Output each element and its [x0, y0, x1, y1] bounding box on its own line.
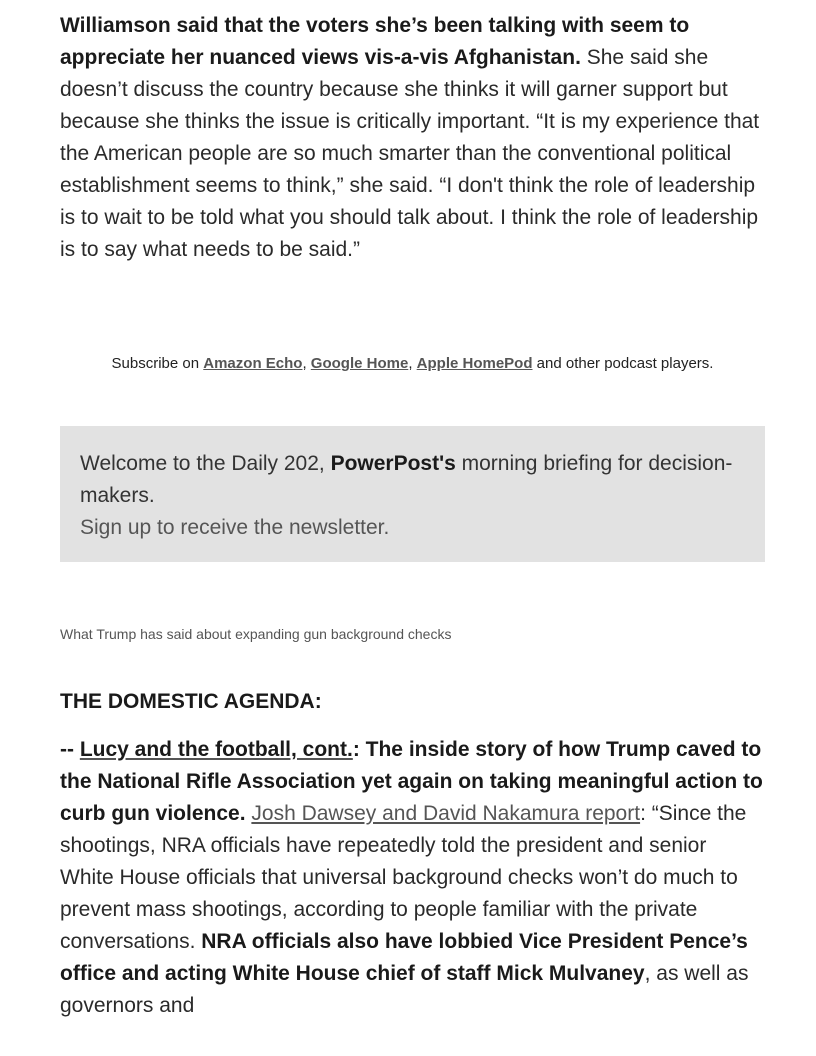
newsletter-signup-link[interactable]: Sign up to receive the newsletter.: [80, 516, 390, 539]
subscribe-suffix: and other podcast players.: [532, 355, 714, 372]
dawsey-nakamura-report-link[interactable]: Josh Dawsey and David Nakamura report: [251, 802, 641, 825]
lead-sentence: Williamson said that the voters she’s been talking with seem to appreciate her nuanced views vis-a-vis Afghanistan.: [60, 14, 690, 69]
briefing-suffix: morning briefing for decision-makers.: [80, 452, 733, 507]
briefing-brand: PowerPost's: [330, 452, 456, 475]
section-heading: THE DOMESTIC AGENDA:: [60, 690, 322, 713]
subscribe-line: [60, 348, 765, 380]
apple-homepod-link[interactable]: Apple HomePod: [416, 355, 533, 372]
subscribe-prefix: Subscribe on: [111, 355, 204, 372]
lucy-football-link[interactable]: [80, 738, 353, 761]
separator: ,: [302, 355, 311, 372]
amazon-echo-link[interactable]: Amazon Echo: [203, 355, 303, 372]
paragraph-text: : “Since the shootings, NRA officials have repeatedly told the president and senior White House officials that universal background checks won’t do much to prevent mass shootings, according to people familiar with the private conversations.: [60, 802, 747, 953]
emphasis-bold: NRA officials also have lobbied Vice President Pence’s office and acting White House chief of staff Mick Mulvaney: [60, 930, 748, 985]
paragraph-text: She said she doesn’t discuss the country because she thinks it will garner support but because she thinks the issue is critically important. “It is my experience that the American people are so much smarter than the conventional political establishment seems to think,” she said. “I don't think the role of leadership is to wait to be told what you should talk about. I think the role of leadership is to say what needs to be said.”: [60, 46, 760, 261]
article-paragraph-afghanistan: [60, 10, 765, 266]
newsletter-briefing-box: [60, 426, 765, 562]
lucy-football-link-text: Lucy and the football, cont.: [79, 738, 353, 761]
dash-prefix: --: [60, 738, 80, 761]
article-body: [60, 10, 765, 1022]
google-home-link[interactable]: Google Home: [310, 355, 409, 372]
separator: ,: [408, 355, 417, 372]
article-paragraph-gun-policy: [60, 734, 765, 1022]
lead-sentence-bold: : The inside story of how Trump caved to the National Rifle Association yet again on taking meaningful action to curb gun violence.: [60, 738, 763, 825]
paragraph-text-continued: , as well as governors and: [60, 962, 749, 1017]
briefing-prefix: Welcome to the Daily 202,: [80, 452, 331, 475]
video-caption: What Trump has said about expanding gun background checks: [60, 626, 452, 642]
